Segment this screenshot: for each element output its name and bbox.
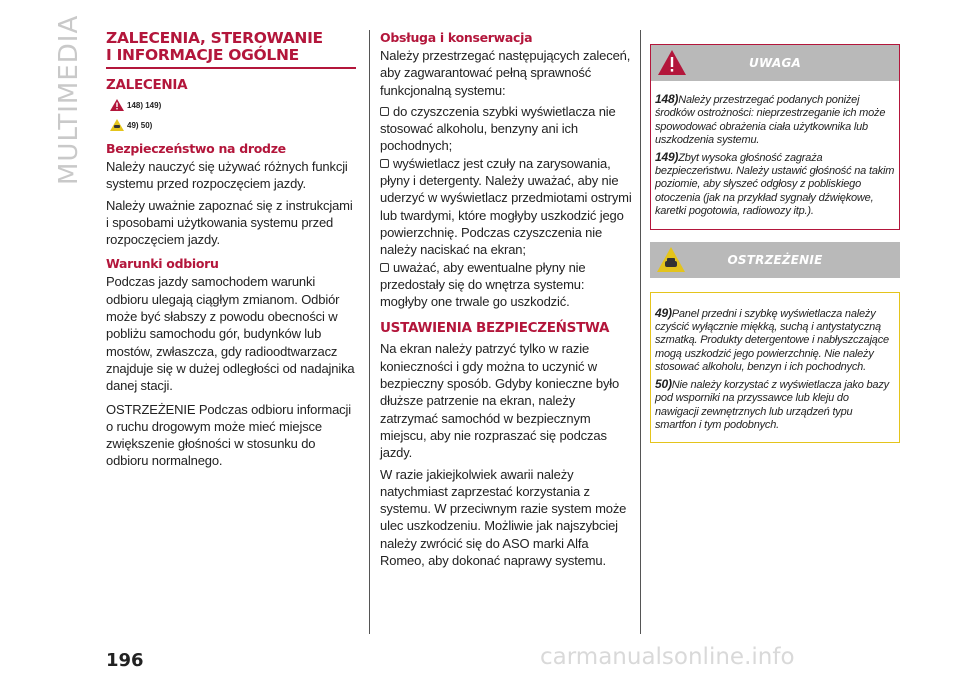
checkbox-bullet-icon (380, 107, 389, 116)
section-heading-zalecenia: ZALECENIA (106, 77, 188, 93)
paragraph: Należy uważnie zapoznać się z instrukcjami i sposobami użytkowania systemu przed rozpoczęciem jazdy. (106, 197, 353, 248)
note-149 (655, 151, 895, 219)
paragraph: Należy przestrzegać następujących zaleceń, aby zagwarantować pełną sprawność funkcjonalną systemu: (380, 48, 631, 98)
section-side-label: MULTIMEDIA (54, 14, 84, 186)
subheading-reception-conditions: Warunki odbioru (106, 256, 219, 272)
ostrzezenie-header (650, 242, 900, 278)
page-number: 196 (106, 650, 144, 671)
uwaga-body (651, 81, 899, 229)
column-divider (369, 30, 370, 634)
note-text: Panel przedni i szybkę wyświetlacza należy czyścić wyłącznie miękką, suchą i antystatyczną szmatką. Produkty detergentowe i nabłyszczające mogą uszkodzić jego powierzchnię. Nie należy stosować alkoholu, benzyn i ich pochodnych. (655, 307, 889, 374)
ostrzezenie-body (651, 293, 899, 443)
ostrzezenie-box (650, 292, 900, 444)
paragraph: Należy nauczyć się używać różnych funkcji systemu przed rozpoczęciem jazdy. (106, 159, 348, 192)
caution-triangle-icon (656, 246, 686, 273)
section-heading-safety-settings: USTAWIENIA BEZPIECZEŃSTWA (380, 320, 610, 337)
note-number: 148) (655, 92, 679, 106)
note-148 (655, 93, 895, 148)
checkbox-bullet-icon (380, 263, 389, 272)
list-item-text: uważać, aby ewentualne płyny nie przedostały się do wnętrza systemu: mogłyby one trwale go uszkodzić. (380, 259, 586, 310)
paragraph: OSTRZEŻENIE Podczas odbioru informacji o ruchu drogowym może mieć miejsce zwiększenie głośności w stosunku do odbioru normalnego. (106, 401, 351, 469)
uwaga-header (651, 45, 899, 81)
column-middle (380, 30, 632, 573)
list-item-text: do czyszczenia szybki wyświetlacza nie stosować alkoholu, benzyny ani ich pochodnych; (380, 103, 616, 154)
column-right (650, 44, 900, 443)
caution-ref-numbers: 49) 50) (127, 120, 153, 130)
page-title-line2: I INFORMACJE OGÓLNE (106, 46, 299, 64)
danger-triangle-icon (110, 99, 124, 111)
list-item (380, 103, 632, 155)
note-text: Nie należy korzystać z wyświetlacza jako bazy pod wsporniki na przyssawce lub kleju do nawigacji zewnętrznych lub urządzeń typu smartfon i tym podobnych. (655, 378, 889, 431)
subheading-maintenance: Obsługa i konserwacja (380, 30, 533, 45)
column-left (106, 30, 356, 474)
ostrzezenie-title: OSTRZEŻENIE (727, 252, 823, 267)
page-title (106, 30, 356, 69)
paragraph: W razie jakiejkolwiek awarii należy natychmiast zaprzestać korzystania z systemu. W przeciwnym razie system może ulec uszkodzeniu. Możliwie jak najszybciej należy zwrócić się do ASO marki Alfa Romeo, aby dokonać naprawy systemu. (380, 466, 627, 569)
note-number: 49) (655, 305, 672, 320)
paragraph: Podczas jazdy samochodem warunki odbioru ulegają ciągłym zmianom. Odbiór może być słabszy z powodu obecności w pobliżu samochodu gór, budynków lub mostów, zwłaszcza, gdy radioodtwarzacz znajduje się w dużej odległości od nadajnika danej stacji. (106, 274, 355, 394)
note-text: Zbyt wysoka głośność zagraża bezpieczeństwu. Należy ustawić głośność na takim poziomie, aby słyszeć odgłosy z pobliskiego otoczenia (jak na przykład sygnały dźwiękowe, karetki pogotowia, radiowozy itp.). (655, 151, 895, 218)
caution-reference (106, 117, 356, 133)
warning-reference (106, 97, 356, 113)
warning-ref-numbers: 148) 149) (127, 100, 162, 110)
note-text: Należy przestrzegać podanych poniżej środków ostrożności: nieprzestrzeganie ich może spowodować obrażenia ciała użytkownika lub uszkodzenia systemu. (655, 94, 886, 147)
watermark: carmanualsonline.info (540, 644, 795, 670)
caution-triangle-icon (110, 119, 124, 131)
uwaga-box (650, 44, 900, 230)
paragraph: Na ekran należy patrzyć tylko w razie konieczności i gdy można to uczynić w bezpieczny sposób. Gdyby konieczne było dłuższe patrzenie na ekran, należy zatrzymać samochód w bezpiecznym miejscu, aby nie rozpraszać się podczas jazdy. (380, 341, 620, 461)
list-item-text: wyświetlacz jest czuły na zarysowania, płyny i detergenty. Należy uważać, aby nie uderzyć w wyświetlacz przedmiotami ostrymi lub twardymi, które mogłyby uszkodzić jego powierzchnię. Podczas czyszczenia nie należy naciskać na ekran; (380, 155, 632, 258)
note-number: 50) (655, 376, 672, 391)
list-item (380, 259, 632, 311)
subheading-road-safety: Bezpieczeństwo na drodze (106, 141, 286, 156)
checkbox-bullet-icon (380, 159, 389, 168)
uwaga-title: UWAGA (749, 56, 801, 70)
list-item (380, 155, 632, 259)
note-number: 149) (655, 149, 679, 164)
danger-triangle-icon (657, 49, 687, 76)
page-title-line1: ZALECENIA, STEROWANIE (106, 29, 323, 47)
note-50 (655, 378, 895, 433)
column-divider (640, 30, 641, 634)
note-49 (655, 307, 895, 375)
